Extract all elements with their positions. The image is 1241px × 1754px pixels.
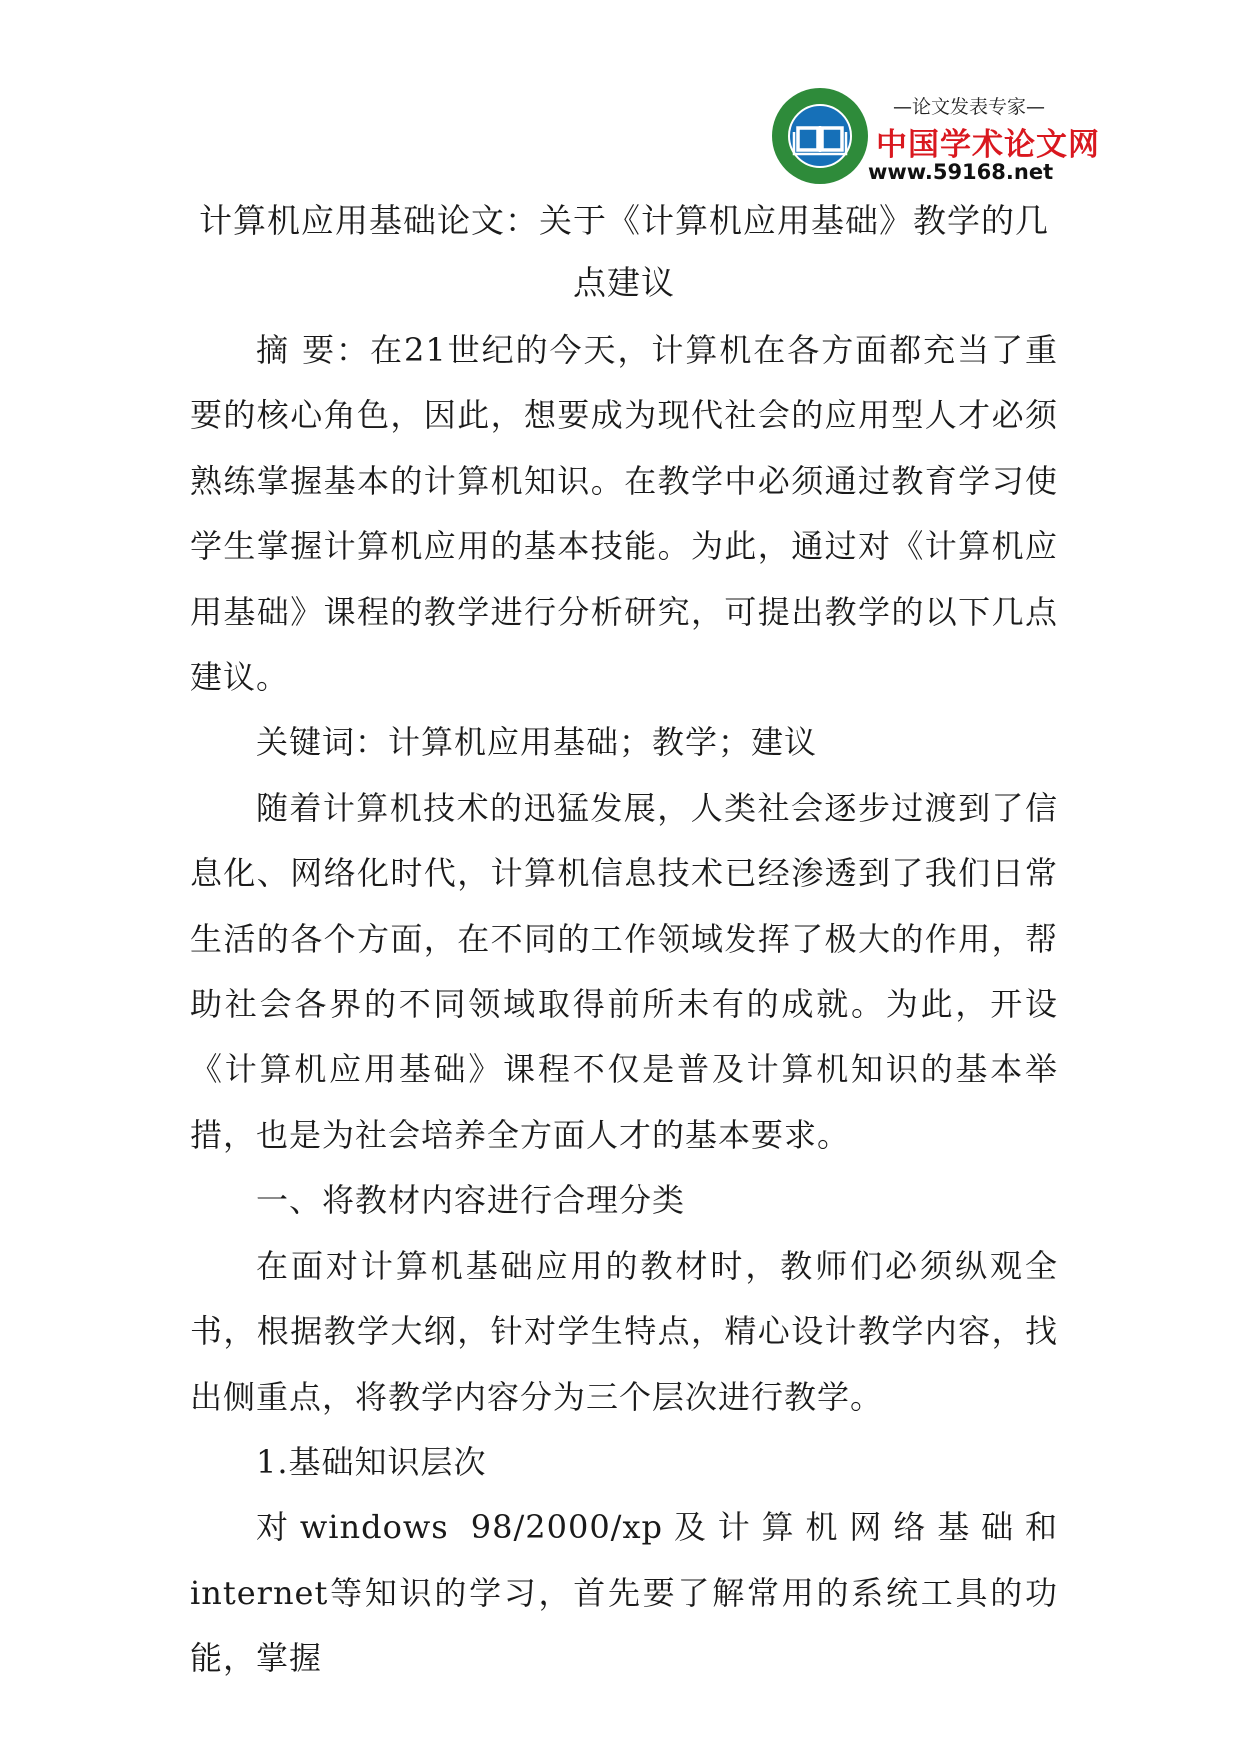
logo-url: www.59168.net <box>868 160 1054 184</box>
body-paragraph: 在面对计算机基础应用的教材时，教师们必须纵观全书，根据教学大纲，针对学生特点，精心设计教学内容，找出侧重点，将教学内容分为三个层次进行教学。 <box>190 1246 1058 1416</box>
document-body <box>190 318 1058 1692</box>
subsection-heading-1: 1.基础知识层次 <box>256 1442 487 1481</box>
book-seal-icon <box>770 86 870 186</box>
body-paragraph: 对windows 98/2000/xp及计算机网络基础和internet等知识的学习，首先要了解常用的系统工具的功能，掌握 <box>190 1508 1058 1678</box>
abstract-paragraph: 摘 要：在21世纪的今天，计算机在各方面都充当了重要的核心角色，因此，想要成为现代社会的应用型人才必须熟练掌握基本的计算机知识。在教学中必须通过教育学习使学生掌握计算机应用的基本技能。为此，通过对《计算机应用基础》课程的教学进行分析研究，可提出教学的以下几点建议。 <box>190 331 1058 697</box>
logo-site-name: 中国学术论文网 <box>876 127 1100 163</box>
site-logo <box>770 86 1100 186</box>
keywords-paragraph: 关键词：计算机应用基础；教学；建议 <box>256 723 818 762</box>
section-heading-1: 一、将教材内容进行合理分类 <box>256 1181 686 1220</box>
logo-tagline: —论文发表专家— <box>892 96 1045 118</box>
document-title: 计算机应用基础论文：关于《计算机应用基础》教学的几点建议 <box>199 201 1049 302</box>
intro-paragraph: 随着计算机技术的迅猛发展，人类社会逐步过渡到了信息化、网络化时代，计算机信息技术已经渗透到了我们日常生活的各个方面，在不同的工作领域发挥了极大的作用，帮助社会各界的不同领域取得前所未有的成就。为此，开设《计算机应用基础》课程不仅是普及计算机知识的基本举措，也是为社会培养全方面人才的基本要求。 <box>190 788 1058 1154</box>
